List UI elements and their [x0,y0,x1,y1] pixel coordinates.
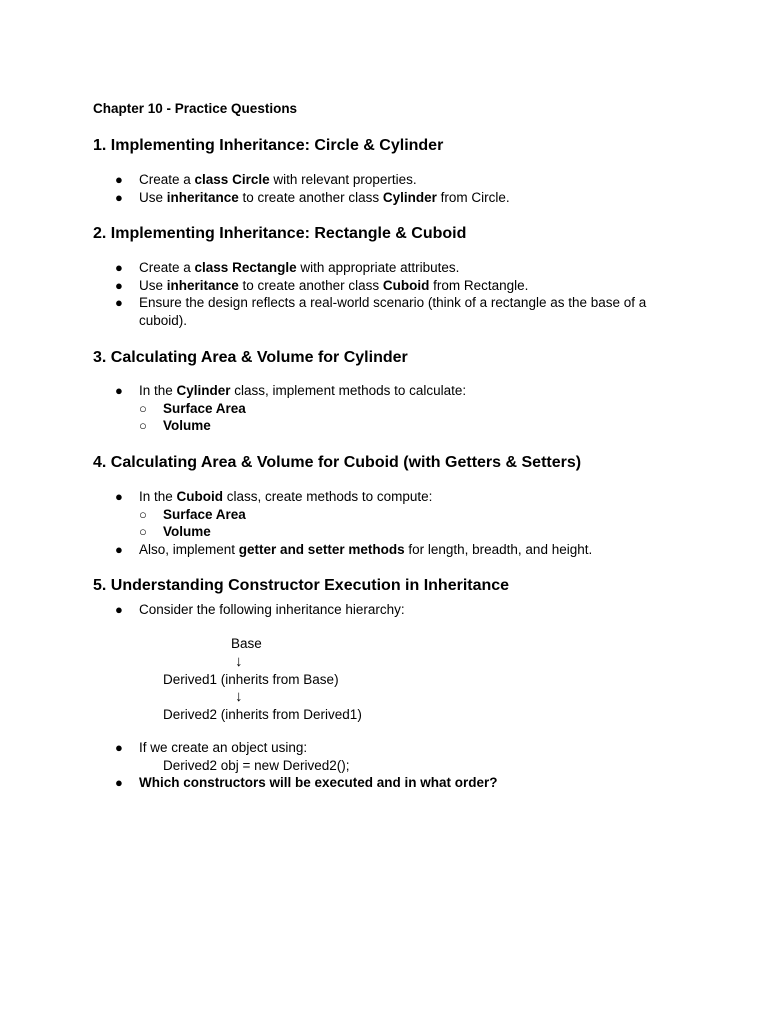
document-page [93,99,693,791]
section-heading-5: 5. Understanding Constructor Execution in Inheritance [93,577,510,594]
text: class, implement methods to calculate: [230,383,467,398]
bold-text: inheritance [166,277,239,293]
bold-text: getter and setter methods [238,541,405,557]
bold-text: Cylinder [176,383,231,398]
bold-text: Cuboid [382,277,430,293]
section-4-sublist [93,506,693,541]
sub-list-item: ○ Volume [139,524,211,540]
down-arrow-icon: ↓ [235,653,243,670]
list-item [93,739,693,774]
bullet-icon: ● [115,489,123,504]
text: Create a [139,172,195,187]
text: Also, implement [139,541,239,557]
circle-bullet-icon: ○ [139,400,147,416]
list-item [93,488,693,506]
list-item [93,541,693,559]
bold-text: Cuboid [176,489,224,504]
bullet-icon: ● [115,172,123,187]
text: class, create methods to compute: [223,489,433,504]
section-3-list [93,382,693,435]
section-heading-2: 2. Implementing Inheritance: Rectangle & Cuboid [93,225,467,242]
hierarchy-derived1-label: Derived1 (inherits from Base) [163,672,339,687]
text: Use [139,277,167,293]
sub-list-item: ○ Volume [139,418,211,434]
list-item [93,259,683,277]
section-4-list [93,488,693,558]
text: to create another class [238,189,383,205]
hierarchy-derived2-label: Derived2 (inherits from Derived1) [163,707,362,722]
document-title: Chapter 10 - Practice Questions [93,101,298,116]
object-creation-intro: If we create an object using: [139,740,308,755]
question-text: Which constructors will be executed and in what order? [139,775,498,791]
bold-text: class Rectangle [194,260,297,275]
bullet-icon: ● [115,295,123,311]
bullet-icon: ● [115,541,123,557]
bullet-icon: ● [115,383,123,398]
list-item [93,601,693,619]
bullet-icon: ● [115,277,123,293]
list-item [93,277,683,295]
bold-text: Cylinder [382,189,437,205]
section-heading-4: 4. Calculating Area & Volume for Cuboid (with Getters & Setters) [93,454,582,471]
text: In the [139,489,177,504]
text: to create another class [238,277,383,293]
bullet-icon: ● [115,260,123,275]
section-1-list [93,171,693,206]
text: Consider the following inheritance hierarchy: [139,602,405,617]
down-arrow-icon: ↓ [235,688,243,705]
section-5-followup-list [93,739,693,792]
circle-bullet-icon: ○ [139,524,147,540]
text: Ensure the design reflects a real-world scenario (think of a rectangle as the base of a cuboid). [139,295,647,328]
code-snippet: Derived2 obj = new Derived2(); [163,757,350,773]
text: from Circle. [436,189,510,205]
text: In the [139,383,177,398]
circle-bullet-icon: ○ [139,506,147,522]
list-item [93,382,693,400]
section-heading-3: 3. Calculating Area & Volume for Cylinder [93,349,408,366]
bullet-icon: ● [115,189,123,205]
text: with relevant properties. [269,172,417,187]
bold-text: inheritance [166,189,239,205]
list-item [93,171,693,189]
text: from Rectangle. [429,277,529,293]
sub-list-item: ○ Surface Area [139,506,246,522]
text: Create a [139,260,195,275]
list-item [93,294,683,329]
circle-bullet-icon: ○ [139,418,147,434]
section-2-list [93,259,683,329]
list-item [93,189,693,207]
bold-text: class Circle [194,172,270,187]
bullet-icon: ● [115,740,123,755]
text: for length, breadth, and height. [404,541,593,557]
sub-list-item: ○ Surface Area [139,400,246,416]
section-3-sublist [93,400,693,435]
bullet-icon: ● [115,602,123,617]
list-item [93,774,693,792]
bullet-icon: ● [115,775,123,791]
section-5-list [93,601,693,619]
hierarchy-base-label: Base [231,636,262,651]
section-heading-1: 1. Implementing Inheritance: Circle & Cylinder [93,137,444,154]
text: Use [139,189,167,205]
text: with appropriate attributes. [296,260,460,275]
